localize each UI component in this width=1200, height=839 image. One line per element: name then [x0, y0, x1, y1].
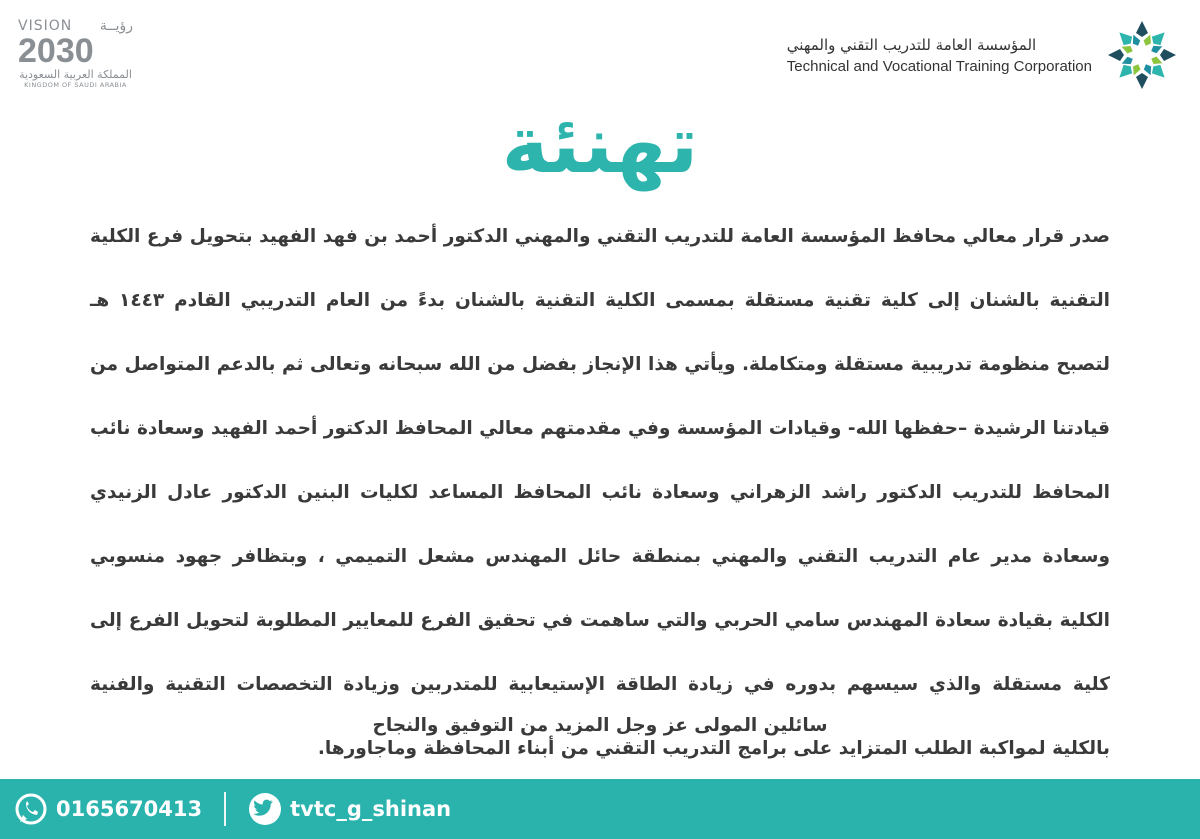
- vision-ar-word: رؤيــة: [99, 18, 133, 34]
- tvtc-text: [787, 36, 1092, 75]
- vision-kingdom-ar: المملكة العربية السعودية: [19, 68, 132, 81]
- whatsapp-icon: [14, 792, 48, 826]
- closing-line: سائلين المولى عز وجل المزيد من التوفيق والنجاح: [372, 715, 828, 736]
- tvtc-name-ar: المؤسسة العامة للتدريب التقني والمهني: [786, 35, 1037, 54]
- vision-2030-logo: [18, 18, 133, 98]
- vision-en-word: VISION: [18, 18, 73, 34]
- footer-twitter[interactable]: [248, 792, 451, 826]
- vision-year-text: 2030: [18, 32, 94, 70]
- tvtc-name-en: Technical and Vocational Training Corporation: [786, 57, 1092, 75]
- phone-number: 0165670413: [56, 797, 203, 821]
- vision-kingdom-en: KINGDOM OF SAUDI ARABIA: [24, 81, 127, 89]
- page-title: تهنئة: [501, 98, 699, 191]
- announcement-body: صدر قرار معالي محافظ المؤسسة العامة للتدريب التقني والمهني الدكتور أحمد بن فهد الفهيد بتحويل فرع الكلية التقنية بالشنان إلى كلية تقنية مستقلة بمسمى الكلية التقنية بالشنان بدءً من العام التدريبي القادم ١٤٤٣ هـ لتصبح منظومة تدريبية مستقلة ومتكاملة. ويأتي هذا الإنجاز بفضل من الله سبحانه وتعالى ثم بالدعم المتواصل من قيادتنا الرشيدة –حفظها الله- وقيادات المؤسسة وفي مقدمتهم معالي المحافظ الدكتور أحمد الفهيد وسعادة نائب المحافظ للتدريب الدكتور راشد الزهراني وسعادة نائب المحافظ المساعد لكليات البنين الدكتور عادل الزنيدي وسعادة مدير عام التدريب التقني والمهني بمنطقة حائل المهندس مشعل التميمي ، وبتظافر جهود منسوبي الكلية بقيادة سعادة المهندس سامي الحربي والتي ساهمت في تحقيق الفرع للمعايير المطلوبة لتحويل الفرع إلى كلية مستقلة والذي سيسهم بدوره في زيادة الطاقة الإستيعابية للمتدربين وزيادة التخصصات التقنية والفنية بالكلية لمواكبة الطلب المتزايد على برامج التدريب التقني من أبناء المحافظة وماجاورها.: [90, 226, 1110, 759]
- twitter-handle: tvtc_g_shinan: [290, 797, 452, 821]
- tvtc-emblem-icon: [1102, 15, 1182, 95]
- tvtc-logo: [787, 10, 1182, 100]
- footer-divider: [224, 792, 226, 826]
- vision-year: [18, 34, 133, 68]
- footer-bar: [0, 779, 1200, 839]
- twitter-icon: [248, 792, 282, 826]
- footer-phone[interactable]: [14, 792, 202, 826]
